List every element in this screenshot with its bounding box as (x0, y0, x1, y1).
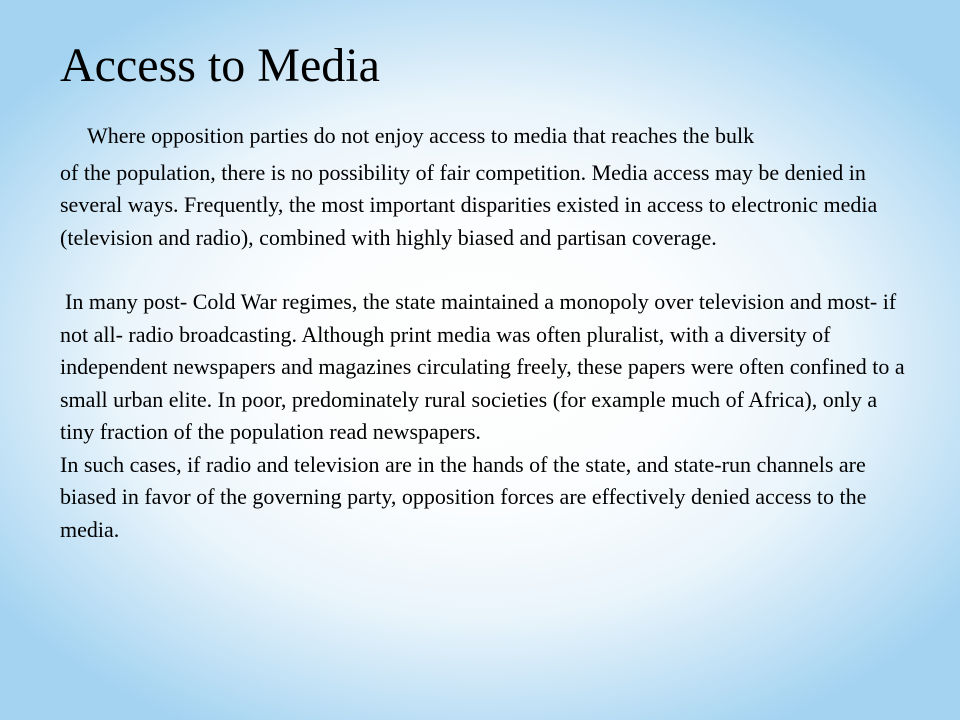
paragraph-3-text: In such cases, if radio and television are in the hands of the state, and state-run channels are biased in favor of the governing party, opposition forces are effectively denied access to the media. (60, 451, 867, 542)
paragraph-2-text: In many post- Cold War regimes, the state maintained a monopoly over television and most- if not all- radio broadcasting. Although print media was often pluralist, with a diversity of independent newspapers and magazines circulating freely, these papers were often confined to a small urban elite. In poor, predominately rural societies (for example much of Africa), only a tiny fraction of the population read newspapers. (60, 289, 905, 444)
slide-body (60, 120, 910, 546)
slide-title: Access to Media (60, 39, 380, 92)
paragraph-1-text: of the population, there is no possibility of fair competition. Media access may be denied in several ways. Frequently, the most important disparities existed in access to electronic media (television and radio), combined with highly biased and partisan coverage. (60, 159, 878, 250)
paragraph-1-first-line: Where opposition parties do not enjoy access to media that reaches the bulk (87, 123, 755, 148)
